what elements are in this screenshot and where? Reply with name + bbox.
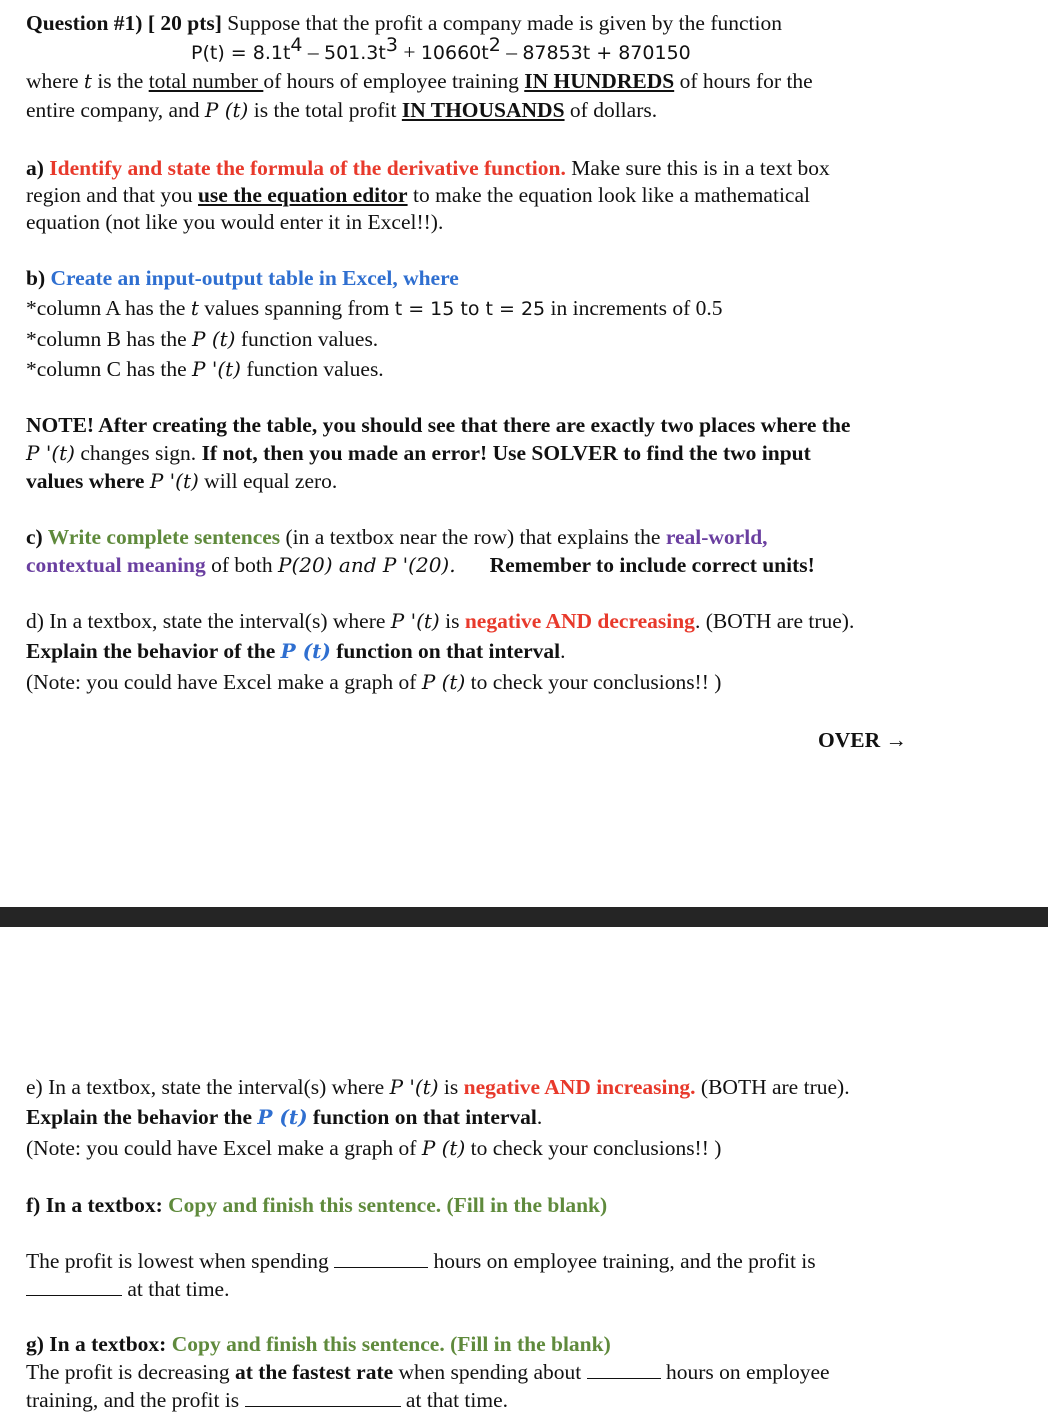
- part-a-line-3: equation (not like you would enter it in Excel!!).: [26, 210, 444, 234]
- fill-blank: [26, 1277, 122, 1296]
- part-b-title: Create an input-output table in Excel, where: [50, 266, 459, 290]
- fill-blank: [334, 1249, 428, 1268]
- part-c-title: Write complete sentences: [47, 525, 281, 549]
- page-divider: [0, 907, 1048, 927]
- part-c-line-1: c) Write complete sentences (in a textbox near the row) that explains the real-world,: [26, 525, 768, 549]
- part-e-line-1: e) In a textbox, state the interval(s) where P '(t) is negative AND increasing. (BOTH are true).: [26, 1075, 850, 1099]
- question-where-line-1: where t is the total number of hours of employee training IN HUNDREDS of hours for the: [26, 69, 813, 93]
- question-where-line-2: entire company, and P (t) is the total profit IN THOUSANDS of dollars.: [26, 98, 658, 122]
- part-a-line-2: region and that you use the equation editor to make the equation look like a mathematical: [26, 183, 810, 207]
- note-line-1: NOTE! After creating the table, you should see that there are exactly two places where the: [26, 413, 851, 437]
- part-g-instruction: g) In a textbox: Copy and finish this sentence. (Fill in the blank): [26, 1332, 611, 1356]
- part-a-title: Identify and state the formula of the derivative function.: [49, 156, 566, 180]
- part-b-column-b: *column B has the P (t) function values.: [26, 327, 379, 351]
- question-heading-line: [26, 9, 782, 37]
- part-a-line-1: a) Identify and state the formula of the derivative function. Make sure this is in a text box: [26, 156, 830, 180]
- part-d-line-1: d) In a textbox, state the interval(s) where P '(t) is negative AND decreasing. (BOTH are true).: [26, 609, 855, 633]
- part-e-line-2: Explain the behavior the P (t) function on that interval.: [26, 1105, 543, 1129]
- note-line-3: values where P '(t) will equal zero.: [26, 469, 338, 493]
- part-e-line-3: (Note: you could have Excel make a graph of P (t) to check your conclusions!! ): [26, 1136, 722, 1160]
- part-g-sentence-line-2: training, and the profit is at that time.: [26, 1388, 509, 1412]
- part-b-column-a: *column A has the t values spanning from t = 15 to t = 25 in increments of 0.5: [26, 296, 723, 320]
- profit-formula: $P(t) = 8.1t^4 - 501.3t^3 + 10660t^2 - 87853t + 870150$: [191, 33, 691, 64]
- part-f-instruction: f) In a textbox: Copy and finish this sentence. (Fill in the blank): [26, 1193, 608, 1217]
- part-b-column-c: *column C has the P '(t) function values.: [26, 357, 384, 381]
- question-intro: Suppose that the profit a company made is given by the function: [227, 11, 782, 35]
- part-f-sentence-line-2: at that time.: [26, 1275, 229, 1303]
- part-b-line-1: b) Create an input-output table in Excel, where: [26, 266, 459, 290]
- part-d-line-2: Explain the behavior of the P (t) function on that interval.: [26, 639, 566, 663]
- fill-blank: [587, 1360, 661, 1379]
- over-indicator: OVER →: [818, 728, 907, 752]
- fill-blank: [245, 1388, 401, 1407]
- part-c-line-2: contextual meaning of both P(20) and P '(20). Remember to include correct units!: [26, 553, 815, 577]
- part-f-sentence-line-1: The profit is lowest when spending hours on employee training, and the profit is: [26, 1249, 816, 1273]
- part-g-sentence-line-1: The profit is decreasing at the fastest rate when spending about hours on employee: [26, 1360, 830, 1384]
- question-number: Question #1) [ 20 pts]: [26, 11, 222, 35]
- note-line-2: P '(t) changes sign. If not, then you made an error! Use SOLVER to find the two input: [26, 441, 811, 465]
- part-d-line-3: (Note: you could have Excel make a graph of P (t) to check your conclusions!! ): [26, 670, 722, 694]
